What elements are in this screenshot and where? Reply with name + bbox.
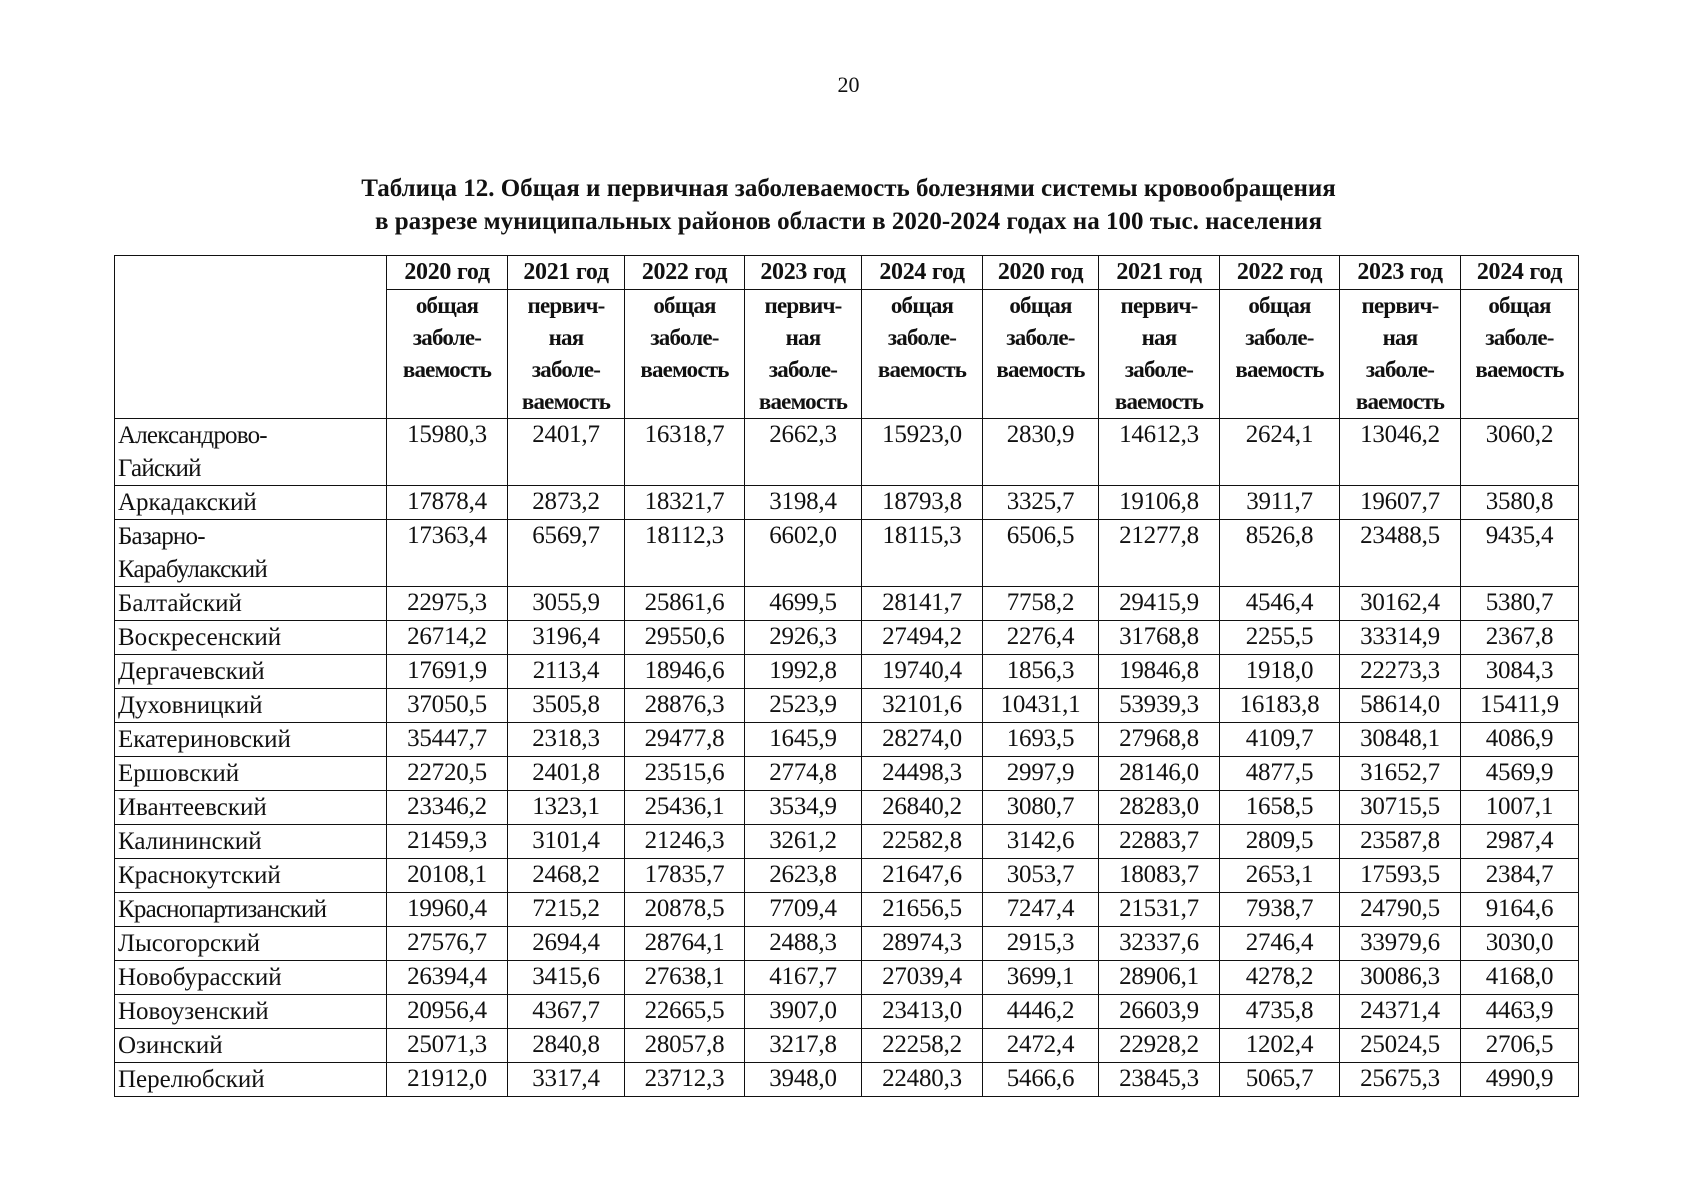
value-cell: 9435,4	[1461, 520, 1579, 587]
morbidity-type-label: общая	[890, 293, 954, 318]
morbidity-type-label: общая	[415, 293, 479, 318]
value-cell: 4446,2	[983, 995, 1099, 1029]
value-cell: 4109,7	[1220, 723, 1340, 757]
value-cell: 26714,2	[387, 621, 508, 655]
value-cell: 17593,5	[1340, 859, 1461, 893]
value-cell: 4278,2	[1220, 961, 1340, 995]
value-cell: 3580,8	[1461, 486, 1579, 520]
value-cell: 32101,6	[862, 689, 983, 723]
morbidity-type-label: ваемость	[1355, 389, 1445, 414]
district-name-cell	[115, 486, 387, 520]
value-cell: 2523,9	[745, 689, 862, 723]
value-cell: 22928,2	[1099, 1029, 1220, 1063]
year-header-cell: 2022 год	[625, 256, 745, 290]
value-cell: 1007,1	[1461, 791, 1579, 825]
value-cell: 2774,8	[745, 757, 862, 791]
value-cell: 24371,4	[1340, 995, 1461, 1029]
value-cell: 3101,4	[508, 825, 625, 859]
morbidity-type-header-cell	[983, 290, 1099, 419]
table-row	[115, 1063, 1579, 1097]
morbidity-type-label: ная	[1382, 325, 1418, 350]
value-cell: 2468,2	[508, 859, 625, 893]
morbidity-type-label: ваемость	[402, 357, 492, 382]
table-row	[115, 791, 1579, 825]
morbidity-type-label: заболе-	[650, 325, 719, 350]
district-name-cell	[115, 825, 387, 859]
value-cell: 20108,1	[387, 859, 508, 893]
year-header-cell: 2023 год	[745, 256, 862, 290]
morbidity-type-label: ваемость	[1475, 357, 1564, 382]
value-cell: 4546,4	[1220, 587, 1340, 621]
value-cell: 27494,2	[862, 621, 983, 655]
table-row	[115, 689, 1579, 723]
value-cell: 6506,5	[983, 520, 1099, 587]
value-cell: 2367,8	[1461, 621, 1579, 655]
value-cell: 28906,1	[1099, 961, 1220, 995]
value-cell: 21459,3	[387, 825, 508, 859]
morbidity-type-label: заболе-	[887, 325, 957, 350]
value-cell: 2276,4	[983, 621, 1099, 655]
morbidity-type-label: ная	[548, 325, 584, 350]
value-cell: 22720,5	[387, 757, 508, 791]
value-cell: 37050,5	[387, 689, 508, 723]
value-cell: 4367,7	[508, 995, 625, 1029]
value-cell: 22273,3	[1340, 655, 1461, 689]
table-row	[115, 486, 1579, 520]
morbidity-type-label: заболе-	[1485, 325, 1554, 350]
value-cell: 7758,2	[983, 587, 1099, 621]
morbidity-type-header-cell	[862, 290, 983, 419]
value-cell: 3196,4	[508, 621, 625, 655]
value-cell: 2873,2	[508, 486, 625, 520]
value-cell: 5380,7	[1461, 587, 1579, 621]
value-cell: 17835,7	[625, 859, 745, 893]
value-cell: 28146,0	[1099, 757, 1220, 791]
value-cell: 3907,0	[745, 995, 862, 1029]
value-cell: 3142,6	[983, 825, 1099, 859]
district-name-cell	[115, 791, 387, 825]
morbidity-type-header-cell	[1340, 290, 1461, 419]
morbidity-type-label: ваемость	[640, 357, 729, 382]
value-cell: 2401,7	[508, 419, 625, 486]
morbidity-type-label: первич-	[1120, 293, 1198, 318]
district-name: Озинский	[118, 1032, 223, 1059]
morbidity-type-header-cell	[1099, 290, 1220, 419]
value-cell: 30848,1	[1340, 723, 1461, 757]
table-row	[115, 587, 1579, 621]
morbidity-type-label: ваемость	[996, 357, 1085, 382]
district-name-cell	[115, 419, 387, 486]
district-name: Воскресенский	[118, 624, 282, 651]
district-name: Новобурасский	[118, 964, 282, 991]
morbidity-type-label: заболе-	[531, 357, 601, 382]
table-row	[115, 995, 1579, 1029]
value-cell: 21912,0	[387, 1063, 508, 1097]
value-cell: 4990,9	[1461, 1063, 1579, 1097]
table-row	[115, 927, 1579, 961]
table-row	[115, 825, 1579, 859]
district-name: Ершовский	[118, 760, 240, 787]
value-cell: 3505,8	[508, 689, 625, 723]
morbidity-type-label: общая	[1009, 293, 1072, 318]
value-cell: 18115,3	[862, 520, 983, 587]
value-cell: 14612,3	[1099, 419, 1220, 486]
district-name: Александрово-	[118, 422, 267, 449]
value-cell: 2830,9	[983, 419, 1099, 486]
value-cell: 15411,9	[1461, 689, 1579, 723]
district-name-cell	[115, 927, 387, 961]
table-row	[115, 520, 1579, 587]
value-cell: 26840,2	[862, 791, 983, 825]
value-cell: 23587,8	[1340, 825, 1461, 859]
district-name-cell	[115, 621, 387, 655]
value-cell: 18083,7	[1099, 859, 1220, 893]
table-row	[115, 859, 1579, 893]
morbidity-type-header-cell	[625, 290, 745, 419]
value-cell: 6602,0	[745, 520, 862, 587]
district-name-cell	[115, 689, 387, 723]
value-cell: 2318,3	[508, 723, 625, 757]
morbidity-type-label: ваемость	[877, 357, 967, 382]
morbidity-type-label: заболе-	[768, 357, 838, 382]
value-cell: 4877,5	[1220, 757, 1340, 791]
value-cell: 3325,7	[983, 486, 1099, 520]
value-cell: 29550,6	[625, 621, 745, 655]
value-cell: 1202,4	[1220, 1029, 1340, 1063]
value-cell: 1693,5	[983, 723, 1099, 757]
value-cell: 21246,3	[625, 825, 745, 859]
value-cell: 2840,8	[508, 1029, 625, 1063]
value-cell: 25436,1	[625, 791, 745, 825]
year-header-cell: 2022 год	[1220, 256, 1340, 290]
value-cell: 28283,0	[1099, 791, 1220, 825]
year-header-cell: 2024 год	[1461, 256, 1579, 290]
value-cell: 21277,8	[1099, 520, 1220, 587]
value-cell: 15923,0	[862, 419, 983, 486]
value-cell: 3911,7	[1220, 486, 1340, 520]
year-header-row	[115, 256, 1579, 290]
value-cell: 7709,4	[745, 893, 862, 927]
district-name-cell	[115, 757, 387, 791]
value-cell: 29477,8	[625, 723, 745, 757]
value-cell: 4735,8	[1220, 995, 1340, 1029]
value-cell: 23712,3	[625, 1063, 745, 1097]
morbidity-type-header-cell	[508, 290, 625, 419]
value-cell: 4699,5	[745, 587, 862, 621]
value-cell: 21531,7	[1099, 893, 1220, 927]
morbidity-type-label: ваемость	[1235, 357, 1324, 382]
value-cell: 18946,6	[625, 655, 745, 689]
value-cell: 33979,6	[1340, 927, 1461, 961]
value-cell: 4167,7	[745, 961, 862, 995]
morbidity-table	[114, 255, 1579, 1097]
value-cell: 28876,3	[625, 689, 745, 723]
value-cell: 18793,8	[862, 486, 983, 520]
value-cell: 1992,8	[745, 655, 862, 689]
year-header-cell: 2023 год	[1340, 256, 1461, 290]
district-name: Духовницкий	[118, 692, 263, 719]
value-cell: 5065,7	[1220, 1063, 1340, 1097]
morbidity-type-label: общая	[653, 293, 716, 318]
value-cell: 16183,8	[1220, 689, 1340, 723]
value-cell: 19960,4	[387, 893, 508, 927]
district-name-cell	[115, 655, 387, 689]
district-name: Новоузенский	[118, 998, 269, 1025]
value-cell: 4086,9	[1461, 723, 1579, 757]
value-cell: 2623,8	[745, 859, 862, 893]
value-cell: 3217,8	[745, 1029, 862, 1063]
value-cell: 20878,5	[625, 893, 745, 927]
value-cell: 2255,5	[1220, 621, 1340, 655]
year-header-cell: 2020 год	[983, 256, 1099, 290]
value-cell: 24790,5	[1340, 893, 1461, 927]
value-cell: 18321,7	[625, 486, 745, 520]
value-cell: 21647,6	[862, 859, 983, 893]
value-cell: 3948,0	[745, 1063, 862, 1097]
district-name-cell	[115, 587, 387, 621]
district-name: Дергачевский	[118, 658, 265, 685]
value-cell: 27576,7	[387, 927, 508, 961]
morbidity-type-header-cell	[387, 290, 508, 419]
value-cell: 2401,8	[508, 757, 625, 791]
value-cell: 33314,9	[1340, 621, 1461, 655]
value-cell: 2653,1	[1220, 859, 1340, 893]
value-cell: 25024,5	[1340, 1029, 1461, 1063]
value-cell: 4569,9	[1461, 757, 1579, 791]
value-cell: 29415,9	[1099, 587, 1220, 621]
morbidity-type-header-cell	[1461, 290, 1579, 419]
value-cell: 13046,2	[1340, 419, 1461, 486]
district-name: Краснокутский	[118, 862, 281, 889]
value-cell: 32337,6	[1099, 927, 1220, 961]
value-cell: 23488,5	[1340, 520, 1461, 587]
value-cell: 3261,2	[745, 825, 862, 859]
year-header-cell: 2021 год	[1099, 256, 1220, 290]
district-name: Базарно-	[118, 523, 205, 550]
district-name: Карабулакский	[118, 556, 267, 583]
value-cell: 27039,4	[862, 961, 983, 995]
value-cell: 28764,1	[625, 927, 745, 961]
district-name-cell	[115, 859, 387, 893]
value-cell: 2662,3	[745, 419, 862, 486]
value-cell: 24498,3	[862, 757, 983, 791]
year-header-cell: 2020 год	[387, 256, 508, 290]
value-cell: 2926,3	[745, 621, 862, 655]
value-cell: 3080,7	[983, 791, 1099, 825]
district-name-cell	[115, 1063, 387, 1097]
table-title-line-2: в разрезе муниципальных районов области в 2020-2024 годах на 100 тыс. населения	[375, 208, 1322, 235]
value-cell: 21656,5	[862, 893, 983, 927]
district-name: Аркадакский	[118, 489, 257, 516]
value-cell: 25861,6	[625, 587, 745, 621]
value-cell: 19846,8	[1099, 655, 1220, 689]
district-name: Гайский	[118, 455, 201, 482]
morbidity-type-label: заболе-	[412, 325, 482, 350]
morbidity-type-label: общая	[1248, 293, 1311, 318]
value-cell: 16318,7	[625, 419, 745, 486]
value-cell: 30715,5	[1340, 791, 1461, 825]
year-header-cell: 2024 год	[862, 256, 983, 290]
value-cell: 22975,3	[387, 587, 508, 621]
morbidity-type-label: заболе-	[1365, 357, 1435, 382]
value-cell: 17363,4	[387, 520, 508, 587]
district-name: Перелюбский	[118, 1066, 265, 1093]
value-cell: 1323,1	[508, 791, 625, 825]
value-cell: 19740,4	[862, 655, 983, 689]
morbidity-type-label: первич-	[1361, 293, 1439, 318]
morbidity-type-label: общая	[1488, 293, 1551, 318]
value-cell: 1645,9	[745, 723, 862, 757]
morbidity-type-label: ная	[785, 325, 821, 350]
value-cell: 23346,2	[387, 791, 508, 825]
value-cell: 3053,7	[983, 859, 1099, 893]
district-name: Екатериновский	[118, 726, 291, 753]
value-cell: 22883,7	[1099, 825, 1220, 859]
value-cell: 2488,3	[745, 927, 862, 961]
value-cell: 19607,7	[1340, 486, 1461, 520]
value-cell: 3060,2	[1461, 419, 1579, 486]
value-cell: 4463,9	[1461, 995, 1579, 1029]
table-row	[115, 655, 1579, 689]
value-cell: 35447,7	[387, 723, 508, 757]
district-name: Калининский	[118, 828, 262, 855]
corner-header-cell	[115, 256, 387, 419]
value-cell: 25071,3	[387, 1029, 508, 1063]
value-cell: 2624,1	[1220, 419, 1340, 486]
district-name-cell	[115, 520, 387, 587]
morbidity-type-label: ваемость	[1114, 389, 1204, 414]
value-cell: 2997,9	[983, 757, 1099, 791]
value-cell: 15980,3	[387, 419, 508, 486]
morbidity-type-label: ная	[1141, 325, 1177, 350]
value-cell: 2694,4	[508, 927, 625, 961]
value-cell: 26394,4	[387, 961, 508, 995]
district-name-cell	[115, 723, 387, 757]
district-name-cell	[115, 893, 387, 927]
value-cell: 19106,8	[1099, 486, 1220, 520]
table-title	[0, 172, 1697, 238]
value-cell: 28057,8	[625, 1029, 745, 1063]
value-cell: 2384,7	[1461, 859, 1579, 893]
value-cell: 3415,6	[508, 961, 625, 995]
value-cell: 25675,3	[1340, 1063, 1461, 1097]
page-number: 20	[837, 72, 860, 97]
morbidity-type-header-cell	[1220, 290, 1340, 419]
value-cell: 5466,6	[983, 1063, 1099, 1097]
value-cell: 3317,4	[508, 1063, 625, 1097]
table-row	[115, 723, 1579, 757]
value-cell: 2809,5	[1220, 825, 1340, 859]
morbidity-type-label: первич-	[764, 293, 842, 318]
value-cell: 22582,8	[862, 825, 983, 859]
year-header-cell: 2021 год	[508, 256, 625, 290]
value-cell: 23515,6	[625, 757, 745, 791]
district-name: Краснопартизанский	[118, 896, 327, 923]
district-name: Балтайский	[118, 590, 242, 617]
value-cell: 8526,8	[1220, 520, 1340, 587]
value-cell: 17691,9	[387, 655, 508, 689]
value-cell: 26603,9	[1099, 995, 1220, 1029]
value-cell: 2706,5	[1461, 1029, 1579, 1063]
table-title-line-1: Таблица 12. Общая и первичная заболеваемость болезнями системы кровообращения	[361, 175, 1336, 202]
table-row	[115, 419, 1579, 486]
value-cell: 53939,3	[1099, 689, 1220, 723]
morbidity-type-label: заболе-	[1124, 357, 1194, 382]
value-cell: 17878,4	[387, 486, 508, 520]
morbidity-type-label: ваемость	[521, 389, 611, 414]
value-cell: 1918,0	[1220, 655, 1340, 689]
table-row	[115, 621, 1579, 655]
value-cell: 58614,0	[1340, 689, 1461, 723]
value-cell: 30086,3	[1340, 961, 1461, 995]
district-name-cell	[115, 961, 387, 995]
value-cell: 9164,6	[1461, 893, 1579, 927]
district-name-cell	[115, 995, 387, 1029]
value-cell: 22480,3	[862, 1063, 983, 1097]
value-cell: 2113,4	[508, 655, 625, 689]
value-cell: 27968,8	[1099, 723, 1220, 757]
morbidity-type-label: заболе-	[1245, 325, 1314, 350]
value-cell: 22665,5	[625, 995, 745, 1029]
value-cell: 28274,0	[862, 723, 983, 757]
value-cell: 2472,4	[983, 1029, 1099, 1063]
value-cell: 3534,9	[745, 791, 862, 825]
value-cell: 3055,9	[508, 587, 625, 621]
value-cell: 27638,1	[625, 961, 745, 995]
value-cell: 2746,4	[1220, 927, 1340, 961]
value-cell: 20956,4	[387, 995, 508, 1029]
morbidity-type-label: ваемость	[758, 389, 848, 414]
value-cell: 2987,4	[1461, 825, 1579, 859]
value-cell: 10431,1	[983, 689, 1099, 723]
value-cell: 7215,2	[508, 893, 625, 927]
value-cell: 3084,3	[1461, 655, 1579, 689]
value-cell: 18112,3	[625, 520, 745, 587]
morbidity-type-label: заболе-	[1006, 325, 1075, 350]
table-row	[115, 757, 1579, 791]
value-cell: 30162,4	[1340, 587, 1461, 621]
value-cell: 6569,7	[508, 520, 625, 587]
value-cell: 1658,5	[1220, 791, 1340, 825]
value-cell: 23845,3	[1099, 1063, 1220, 1097]
table-row	[115, 961, 1579, 995]
value-cell: 1856,3	[983, 655, 1099, 689]
value-cell: 28974,3	[862, 927, 983, 961]
value-cell: 2915,3	[983, 927, 1099, 961]
morbidity-type-label: первич-	[527, 293, 605, 318]
value-cell: 22258,2	[862, 1029, 983, 1063]
value-cell: 3030,0	[1461, 927, 1579, 961]
value-cell: 3699,1	[983, 961, 1099, 995]
morbidity-type-header-cell	[745, 290, 862, 419]
district-name: Лысогорский	[118, 930, 260, 957]
value-cell: 28141,7	[862, 587, 983, 621]
table-row	[115, 893, 1579, 927]
value-cell: 4168,0	[1461, 961, 1579, 995]
value-cell: 31768,8	[1099, 621, 1220, 655]
district-name-cell	[115, 1029, 387, 1063]
table-row	[115, 1029, 1579, 1063]
district-name: Ивантеевский	[118, 794, 267, 821]
value-cell: 31652,7	[1340, 757, 1461, 791]
value-cell: 7938,7	[1220, 893, 1340, 927]
value-cell: 23413,0	[862, 995, 983, 1029]
value-cell: 7247,4	[983, 893, 1099, 927]
value-cell: 3198,4	[745, 486, 862, 520]
